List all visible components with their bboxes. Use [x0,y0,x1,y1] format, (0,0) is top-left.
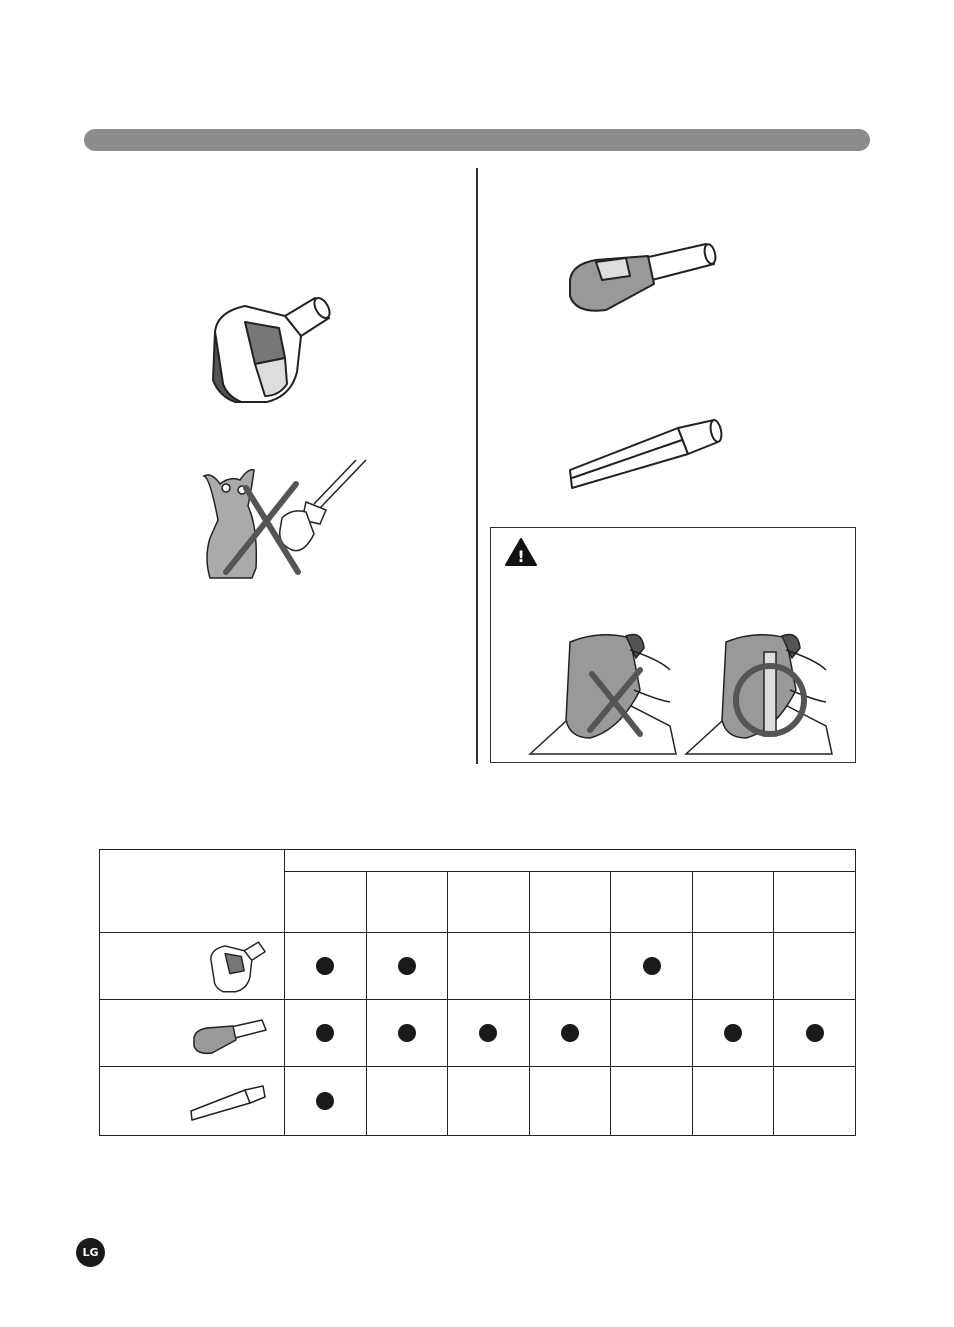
table-column-header [774,872,856,933]
table-cell [285,933,367,1000]
table-cell [529,1000,611,1067]
turbo-nozzle-icon [205,292,335,404]
turbo-nozzle-icon [206,939,268,993]
table-cell [366,1000,448,1067]
filled-circle-mark [806,1024,824,1042]
table-column-header [611,872,693,933]
table-cell [448,1000,530,1067]
accessory-usage-table [99,849,856,1136]
table-cell [448,1067,530,1136]
table-cell [285,1000,367,1067]
table-group-header [285,850,856,872]
row-label-turbo-nozzle [100,933,285,1000]
warning-triangle-icon [504,537,538,567]
table-cell [774,1000,856,1067]
column-divider [476,168,478,764]
warning-symbol: ! [517,547,525,566]
table-cell [774,933,856,1000]
table-row [100,933,856,1000]
cat-warning-illustration [196,458,376,582]
lg-logo-text: LG [82,1246,99,1259]
filled-circle-mark [398,957,416,975]
filled-circle-mark [316,1092,334,1110]
filled-circle-mark [316,1024,334,1042]
row-label-upholstery-nozzle [100,1000,285,1067]
table-cell [529,1067,611,1136]
filled-circle-mark [316,957,334,975]
table-cell [611,1000,693,1067]
crevice-tool-icon [566,414,722,490]
filled-circle-mark [479,1024,497,1042]
table-cell [366,1067,448,1136]
upholstery-nozzle-icon [192,1018,268,1056]
filled-circle-mark [398,1024,416,1042]
table-corner-cell [100,850,285,933]
table-cell [285,1067,367,1136]
table-column-header [366,872,448,933]
incorrect-hold-illustration [530,630,676,754]
table-cell [774,1067,856,1136]
table-row [100,1067,856,1136]
table-cell [529,933,611,1000]
table-column-header [692,872,774,933]
lg-logo [76,1238,105,1267]
crevice-tool-icon [188,1083,268,1121]
filled-circle-mark [643,957,661,975]
table-cell [692,933,774,1000]
correct-hold-illustration [686,630,832,754]
filled-circle-mark [561,1024,579,1042]
table-cell [692,1000,774,1067]
table-cell [611,933,693,1000]
table-cell [448,933,530,1000]
table-row [100,1000,856,1067]
table-column-header [448,872,530,933]
section-header-bar [84,129,870,151]
upholstery-nozzle-icon [566,240,718,316]
table-column-header [285,872,367,933]
filled-circle-mark [724,1024,742,1042]
table-column-header [529,872,611,933]
table-cell [692,1067,774,1136]
table-cell [611,1067,693,1136]
table-cell [366,933,448,1000]
row-label-crevice-tool [100,1067,285,1136]
table-header-row [100,850,856,872]
